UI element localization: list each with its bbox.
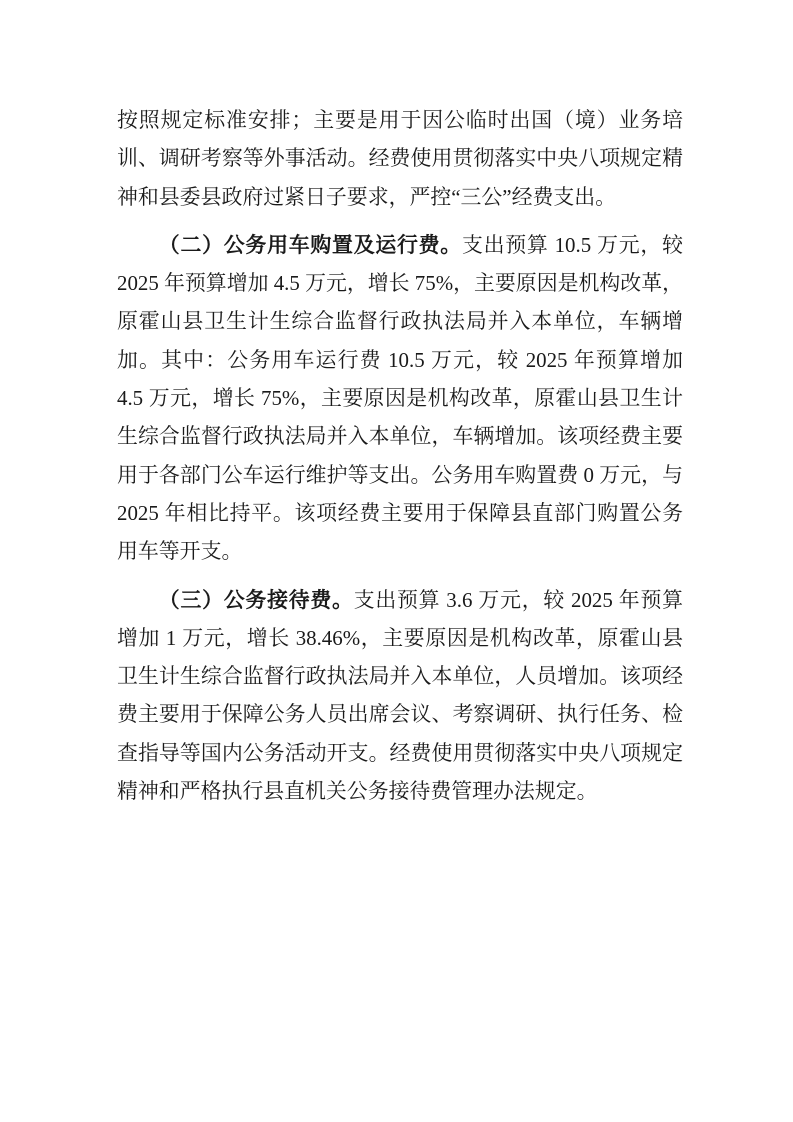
- section-heading-vehicle-expenses: （二）公务用车购置及运行费。: [158, 232, 462, 257]
- paragraph-travel-expenses-continuation: [117, 101, 683, 216]
- paragraph-text: 支出预算 10.5 万元，较 2025 年预算增加 4.5 万元，增长 75%，主要原因是机构改革，原霍山县卫生计生综合监督行政执法局并入本单位，车辆增加。其中：公务用车运行费 10.5 万元，较 2025 年预算增加 4.5 万元，增长 75%，主要原因是机构改革，原霍山县卫生计生综合监督行政执法局并入本单位，车辆增加。该项经费主要用于各部门公车运行维护等支出。公务用车购置费 0 万元，与 2025 年相比持平。该项经费主要用于保障县直部门购置公务用车等开支。: [117, 232, 683, 564]
- section-heading-reception-expenses: （三）公务接待费。: [158, 587, 354, 612]
- paragraph-text: 按照规定标准安排；主要是用于因公临时出国（境）业务培训、调研考察等外事活动。经费使用贯彻落实中央八项规定精神和县委县政府过紧日子要求，严控“三公”经费支出。: [117, 108, 683, 209]
- paragraph-text: 支出预算 3.6 万元，较 2025 年预算增加 1 万元，增长 38.46%，主要原因是机构改革，原霍山县卫生计生综合监督行政执法局并入本单位，人员增加。该项经费主要用于保障公务人员出席会议、考察调研、执行任务、检查指导等国内公务活动开支。经费使用贯彻落实中央八项规定精神和严格执行县直机关公务接待费管理办法规定。: [117, 587, 683, 804]
- paragraph-reception-expenses: [117, 581, 683, 811]
- paragraph-vehicle-expenses: [117, 226, 683, 571]
